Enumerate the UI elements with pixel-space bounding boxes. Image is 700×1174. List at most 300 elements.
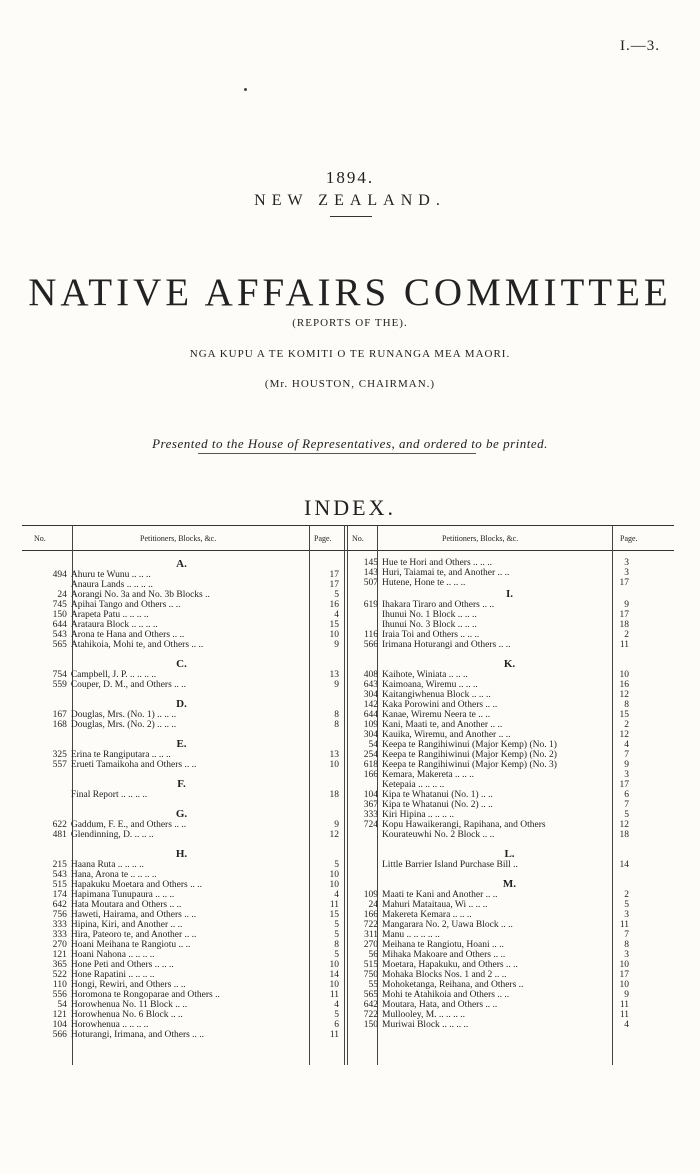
- entry-number: 642: [363, 1000, 378, 1010]
- section-gap: [348, 840, 668, 848]
- index-entry: [38, 1020, 343, 1030]
- entry-page: 16: [329, 600, 339, 610]
- entry-name: Mohaka Blocks Nos. 1 and 2 .. ..: [382, 970, 507, 980]
- entry-name: Aorangi No. 3a and No. 3b Blocks ..: [70, 590, 210, 600]
- entry-name: Kopu Hawaikerangi, Rapihana, and Others: [382, 820, 546, 830]
- header-no: No.: [352, 534, 364, 543]
- index-entry: [38, 1030, 343, 1040]
- index-entry: [348, 970, 668, 980]
- entry-page: 4: [624, 740, 629, 750]
- entry-number: 55: [368, 980, 378, 990]
- entry-number: 745: [52, 600, 67, 610]
- index-entry: [348, 890, 668, 900]
- entry-name: Kemara, Makereta .. .. ..: [382, 770, 475, 780]
- index-entry: [348, 780, 668, 790]
- entry-name: Arona te Hana and Others .. ..: [70, 630, 185, 640]
- index-entry: [38, 710, 343, 720]
- entry-number: 722: [363, 920, 378, 930]
- entry-name: Meihana te Rangiotu, Hoani .. ..: [382, 940, 504, 950]
- entry-number: [348, 610, 382, 620]
- entry-name: Final Report .. .. .. ..: [70, 790, 148, 800]
- entry-number: 166: [363, 770, 378, 780]
- country: NEW ZEALAND.: [254, 192, 446, 209]
- entry-number: 270: [363, 940, 378, 950]
- entry-page: 2: [624, 720, 629, 730]
- entry-number: 150: [52, 610, 67, 620]
- entry-name: Moutara, Hata, and Others .. ..: [382, 1000, 498, 1010]
- index-entry: [348, 690, 668, 700]
- index-entry: [38, 750, 343, 760]
- index-entry: [38, 760, 343, 770]
- entry-name: Erueti Tamaikoha and Others .. ..: [70, 760, 197, 770]
- entry-page: 11: [619, 1000, 629, 1010]
- entry-page: 10: [619, 960, 629, 970]
- index-entry: [38, 580, 343, 590]
- entry-number: 142: [363, 700, 378, 710]
- entry-number: 644: [363, 710, 378, 720]
- entry-number: 150: [363, 1020, 378, 1030]
- entry-page: 17: [329, 570, 339, 580]
- entry-number: 644: [52, 620, 67, 630]
- entry-page: 18: [619, 830, 629, 840]
- entry-name: Kauika, Wiremu, and Another .. ..: [382, 730, 511, 740]
- entry-page: 12: [619, 730, 629, 740]
- entry-page: 5: [334, 1010, 339, 1020]
- entry-number: 522: [52, 970, 67, 980]
- index-entry: [38, 620, 343, 630]
- index-entry: [348, 710, 668, 720]
- index-entry: [348, 800, 668, 810]
- entry-page: 14: [619, 860, 629, 870]
- entry-number: 104: [363, 790, 378, 800]
- entry-number: 724: [363, 820, 378, 830]
- header-page: Page.: [314, 534, 332, 543]
- section-letter: G.: [175, 808, 188, 820]
- entry-page: 5: [334, 860, 339, 870]
- entry-page: 17: [619, 610, 629, 620]
- index-entry: [38, 860, 343, 870]
- entry-name: Kaimoana, Wiremu .. .. ..: [382, 680, 478, 690]
- section-gap: [348, 870, 668, 878]
- index-entry: [348, 610, 668, 620]
- entry-name: Anaura Lands .. .. .. ..: [70, 580, 153, 590]
- index-entry: [348, 730, 668, 740]
- table-top-rule: [22, 525, 674, 526]
- entry-name: Mohoketanga, Reihana, and Others ..: [382, 980, 524, 990]
- index-entry: [348, 810, 668, 820]
- index-entry: [38, 910, 343, 920]
- index-column-left: [38, 558, 343, 1040]
- entry-page: 15: [329, 910, 339, 920]
- entry-name: Mohi te Atahikoia and Others .. ..: [382, 990, 510, 1000]
- entry-name: Hutene, Hone te .. .. ..: [382, 578, 466, 588]
- index-entry: [348, 1010, 668, 1020]
- entry-name: Hoani Nahona .. .. .. ..: [70, 950, 155, 960]
- entry-page: 18: [619, 620, 629, 630]
- entry-page: 8: [624, 700, 629, 710]
- entry-name: Manu .. .. .. .. ..: [382, 930, 440, 940]
- entry-page: 11: [329, 1030, 339, 1040]
- entry-name: Apihai Tango and Others .. ..: [70, 600, 181, 610]
- entry-page: 4: [334, 890, 339, 900]
- entry-number: 270: [52, 940, 67, 950]
- entry-number: 104: [52, 1020, 67, 1030]
- entry-number: [348, 780, 382, 790]
- entry-number: [348, 830, 382, 840]
- entry-number: 642: [52, 900, 67, 910]
- index-entry: [348, 620, 668, 630]
- index-entry: [38, 790, 343, 800]
- index-entry: [348, 1020, 668, 1030]
- table-header-rule: [22, 550, 674, 551]
- entry-page: 3: [624, 910, 629, 920]
- entry-number: 643: [363, 680, 378, 690]
- entry-number: 168: [52, 720, 67, 730]
- section-letter: M.: [502, 878, 517, 890]
- entry-page: 11: [619, 640, 629, 650]
- header-petitioners: Petitioners, Blocks, &c.: [442, 534, 519, 543]
- entry-number: 750: [363, 970, 378, 980]
- entry-number: 566: [52, 1030, 67, 1040]
- section-letter: A.: [176, 558, 187, 570]
- entry-page: 13: [329, 750, 339, 760]
- index-entry: [348, 920, 668, 930]
- chairman-line: (Mr. HOUSTON, CHAIRMAN.): [264, 378, 436, 390]
- entry-number: 557: [52, 760, 67, 770]
- index-entry: [348, 600, 668, 610]
- entry-name: Horowhenua No. 6 Block .. ..: [70, 1010, 183, 1020]
- entry-name: Hira, Pateoro te, and Another .. ..: [70, 930, 197, 940]
- entry-number: 722: [363, 1010, 378, 1020]
- entry-name: Haweti, Hairama, and Others .. ..: [70, 910, 197, 920]
- entry-name: Hana, Arona te .. .. .. ..: [70, 870, 157, 880]
- entry-page: 5: [334, 930, 339, 940]
- entry-page: 12: [619, 820, 629, 830]
- index-entry: [38, 630, 343, 640]
- entry-page: 9: [334, 820, 339, 830]
- entry-number: 408: [363, 670, 378, 680]
- entry-page: 13: [329, 670, 339, 680]
- entry-page: 2: [624, 890, 629, 900]
- entry-number: 110: [52, 980, 67, 990]
- index-entry: [348, 670, 668, 680]
- entry-name: Ihunui No. 3 Block .. .. ..: [382, 620, 477, 630]
- index-entry: [38, 880, 343, 890]
- index-entry: [348, 578, 668, 588]
- entry-page: 8: [334, 710, 339, 720]
- entry-number: 24: [57, 590, 67, 600]
- index-entry: [38, 600, 343, 610]
- section-gap: [348, 650, 668, 658]
- entry-name: Ketepaia .. .. .. ..: [382, 780, 445, 790]
- section-letter: K.: [503, 658, 516, 670]
- header-page: Page.: [620, 534, 638, 543]
- index-entry: [348, 750, 668, 760]
- index-entry: [38, 820, 343, 830]
- index-entry: [348, 640, 668, 650]
- entry-name: Horowhenua No. 11 Block .. ..: [70, 1000, 188, 1010]
- entry-number: 566: [363, 640, 378, 650]
- entry-name: Hue te Hori and Others .. .. ..: [382, 558, 493, 568]
- entry-name: Keepa te Rangihiwinui (Major Kemp) (No. 3): [382, 760, 557, 770]
- maori-title: NGA KUPU A TE KOMITI O TE RUNANGA MEA MAORI.: [189, 348, 511, 360]
- index-entry: [38, 670, 343, 680]
- section-gap: [38, 730, 343, 738]
- entry-number: 333: [363, 810, 378, 820]
- entry-name: Ahuru te Wunu .. .. ..: [70, 570, 151, 580]
- entry-number: 325: [52, 750, 67, 760]
- print-speck: [244, 88, 247, 91]
- page-reference: I.—3.: [620, 38, 660, 54]
- index-entry: [38, 590, 343, 600]
- entry-page: 17: [329, 580, 339, 590]
- entry-page: 3: [624, 558, 629, 568]
- section-gap: [38, 840, 343, 848]
- entry-name: Haana Ruta .. .. .. ..: [70, 860, 144, 870]
- index-entry: [348, 930, 668, 940]
- entry-page: 7: [624, 750, 629, 760]
- entry-page: 9: [624, 600, 629, 610]
- entry-name: Kipa te Whatanui (No. 2) .. ..: [382, 800, 493, 810]
- entry-name: Keepa te Rangihiwinui (Major Kemp) (No. 1): [382, 740, 557, 750]
- entry-number: 543: [52, 630, 67, 640]
- entry-name: Kiri Hipina .. .. .. ..: [382, 810, 455, 820]
- index-entry: [348, 1000, 668, 1010]
- entry-number: 143: [363, 568, 378, 578]
- index-entry: [348, 830, 668, 840]
- document-title: NATIVE AFFAIRS COMMITTEE: [28, 271, 672, 314]
- entry-number: 304: [363, 730, 378, 740]
- entry-name: Hoani Meihana te Rangiotu .. ..: [70, 940, 191, 950]
- entry-page: 7: [624, 930, 629, 940]
- index-entry: [38, 570, 343, 580]
- entry-page: 5: [624, 900, 629, 910]
- entry-name: Horowhenua .. .. .. ..: [70, 1020, 149, 1030]
- index-entry: [348, 790, 668, 800]
- entry-page: 5: [624, 810, 629, 820]
- index-entry: [38, 1000, 343, 1010]
- entry-number: 515: [52, 880, 67, 890]
- entry-number: 166: [363, 910, 378, 920]
- entry-number: 254: [363, 750, 378, 760]
- entry-name: Hoturangi, Irimana, and Others .. ..: [70, 1030, 205, 1040]
- entry-page: 17: [619, 780, 629, 790]
- index-entry: [348, 740, 668, 750]
- presented-line: Presented to the House of Representatives, and ordered to be printed.: [152, 436, 548, 451]
- document-subtitle: (REPORTS OF THE).: [292, 317, 408, 329]
- entry-name: Ihunui No. 1 Block .. .. ..: [382, 610, 477, 620]
- entry-name: Hapakuku Moetara and Others .. ..: [70, 880, 202, 890]
- entry-name: Atahikoia, Mohi te, and Others .. ..: [70, 640, 204, 650]
- entry-page: 4: [334, 1000, 339, 1010]
- entry-page: 16: [619, 680, 629, 690]
- entry-number: 543: [52, 870, 67, 880]
- entry-number: 56: [368, 950, 378, 960]
- entry-number: [348, 860, 382, 870]
- index-entry: [348, 630, 668, 640]
- entry-name: Couper, D. M., and Others .. ..: [70, 680, 187, 690]
- entry-number: 565: [52, 640, 67, 650]
- index-entry: [348, 990, 668, 1000]
- entry-number: 215: [52, 860, 67, 870]
- entry-number: 109: [363, 720, 378, 730]
- entry-number: [38, 580, 71, 590]
- entry-name: Kipa te Whatanui (No. 1) .. ..: [382, 790, 493, 800]
- entry-name: Muriwai Block .. .. .. ..: [382, 1020, 469, 1030]
- entry-page: 10: [329, 870, 339, 880]
- section-letter: C.: [176, 658, 187, 670]
- entry-name: Arataura Block .. .. .. ..: [70, 620, 158, 630]
- entry-page: 11: [619, 1010, 629, 1020]
- entry-number: 167: [52, 710, 67, 720]
- entry-name: Kourateuwhi No. 2 Block .. ..: [382, 830, 495, 840]
- divider: [330, 216, 372, 217]
- entry-name: Kanae, Wiremu Neera te .. ..: [382, 710, 491, 720]
- entry-name: Mahuri Mataitaua, Wi .. .. ..: [382, 900, 488, 910]
- index-entry: [348, 940, 668, 950]
- index-entry: [348, 720, 668, 730]
- index-title: INDEX.: [304, 495, 396, 520]
- entry-name: Kaihote, Winiata .. .. ..: [382, 670, 468, 680]
- entry-number: [348, 620, 382, 630]
- index-entry: [348, 820, 668, 830]
- entry-number: 565: [363, 990, 378, 1000]
- entry-page: 4: [624, 1020, 629, 1030]
- entry-page: 18: [329, 790, 339, 800]
- entry-page: 10: [329, 880, 339, 890]
- entry-page: 10: [329, 630, 339, 640]
- section-gap: [38, 690, 343, 698]
- index-entry: [38, 960, 343, 970]
- entry-page: 10: [619, 670, 629, 680]
- index-entry: [348, 900, 668, 910]
- entry-name: Keepa te Rangihiwinui (Major Kemp) (No. 2): [382, 750, 557, 760]
- entry-page: 10: [329, 980, 339, 990]
- entry-name: Gaddum, F. E., and Others .. ..: [70, 820, 187, 830]
- section-letter: H.: [175, 848, 188, 860]
- index-entry: [348, 910, 668, 920]
- entry-number: 24: [368, 900, 378, 910]
- index-column-right: [348, 558, 668, 1030]
- entry-page: 8: [334, 940, 339, 950]
- entry-name: Maati te Kani and Another .. ..: [382, 890, 498, 900]
- index-entry: [348, 960, 668, 970]
- entry-page: 6: [334, 1020, 339, 1030]
- entry-page: 11: [619, 920, 629, 930]
- entry-number: 54: [368, 740, 378, 750]
- entry-name: Kaka Porowini and Others .. ..: [382, 700, 498, 710]
- entry-number: 365: [52, 960, 67, 970]
- index-entry: [38, 640, 343, 650]
- entry-page: 12: [329, 830, 339, 840]
- entry-page: 5: [334, 590, 339, 600]
- entry-page: 9: [334, 640, 339, 650]
- index-entry: [38, 940, 343, 950]
- entry-name: Hone Peti and Others .. .. ..: [70, 960, 174, 970]
- entry-number: 481: [52, 830, 67, 840]
- index-entry: [38, 950, 343, 960]
- index-entry: [38, 890, 343, 900]
- entry-page: 2: [624, 630, 629, 640]
- entry-number: 367: [363, 800, 378, 810]
- entry-number: 121: [52, 1010, 67, 1020]
- year: 1894.: [325, 168, 375, 187]
- entry-number: 121: [52, 950, 67, 960]
- entry-number: 333: [52, 930, 67, 940]
- entry-number: 619: [363, 600, 378, 610]
- entry-page: 4: [334, 610, 339, 620]
- entry-name: Campbell, J. P. .. .. .. ..: [70, 670, 157, 680]
- entry-name: Kani, Maati te, and Another .. ..: [382, 720, 503, 730]
- entry-name: Hipina, Kiri, and Another .. ..: [70, 920, 183, 930]
- entry-number: 494: [52, 570, 67, 580]
- entry-number: 174: [52, 890, 67, 900]
- entry-number: 311: [364, 930, 378, 940]
- entry-number: 54: [57, 1000, 67, 1010]
- section-gap: [38, 800, 343, 808]
- entry-name: Mullooley, M. .. .. .. ..: [382, 1010, 466, 1020]
- index-entry: [38, 870, 343, 880]
- entry-number: 145: [363, 558, 378, 568]
- entry-number: 556: [52, 990, 67, 1000]
- index-entry: [38, 970, 343, 980]
- index-entry: [348, 700, 668, 710]
- entry-page: 12: [619, 690, 629, 700]
- entry-name: Makereta Kemara .. .. ..: [382, 910, 472, 920]
- entry-page: 15: [329, 620, 339, 630]
- entry-page: 17: [619, 970, 629, 980]
- entry-name: Douglas, Mrs. (No. 2) .. .. ..: [70, 720, 177, 730]
- entry-page: 5: [334, 920, 339, 930]
- entry-name: Erina te Rangiputara .. .. ..: [70, 750, 171, 760]
- index-entry: [38, 610, 343, 620]
- entry-name: Ihakara Tiraro and Others .. ..: [382, 600, 495, 610]
- index-entry: [38, 930, 343, 940]
- index-entry: [348, 980, 668, 990]
- entry-page: 9: [624, 760, 629, 770]
- entry-number: 507: [363, 578, 378, 588]
- entry-number: 116: [364, 630, 378, 640]
- entry-page: 8: [334, 720, 339, 730]
- index-entry: [38, 980, 343, 990]
- entry-page: 14: [329, 970, 339, 980]
- section-letter: E.: [176, 738, 187, 750]
- index-entry: [348, 760, 668, 770]
- entry-name: Little Barrier Island Purchase Bill ..: [382, 860, 518, 870]
- section-letter: D.: [176, 698, 187, 710]
- entry-page: 5: [334, 950, 339, 960]
- entry-name: Mihaka Makoare and Others .. ..: [382, 950, 506, 960]
- entry-number: 754: [52, 670, 67, 680]
- entry-number: 622: [52, 820, 67, 830]
- index-entry: [348, 568, 668, 578]
- entry-name: Hone Rapatini .. .. .. ..: [70, 970, 155, 980]
- entry-name: Irimana Hoturangi and Others .. ..: [382, 640, 511, 650]
- index-entry: [348, 950, 668, 960]
- entry-number: 559: [52, 680, 67, 690]
- index-entry: [38, 990, 343, 1000]
- index-entry: [38, 1010, 343, 1020]
- entry-name: Hata Moutara and Others .. ..: [70, 900, 182, 910]
- header-petitioners: Petitioners, Blocks, &c.: [140, 534, 217, 543]
- entry-name: Iraia Toi and Others .. .. ..: [382, 630, 480, 640]
- header-no: No.: [34, 534, 46, 543]
- section-gap: [38, 770, 343, 778]
- entry-number: 756: [52, 910, 67, 920]
- column-rule: [344, 525, 345, 1065]
- entry-name: Glendinning, D. .. .. ..: [70, 830, 154, 840]
- entry-page: 9: [334, 680, 339, 690]
